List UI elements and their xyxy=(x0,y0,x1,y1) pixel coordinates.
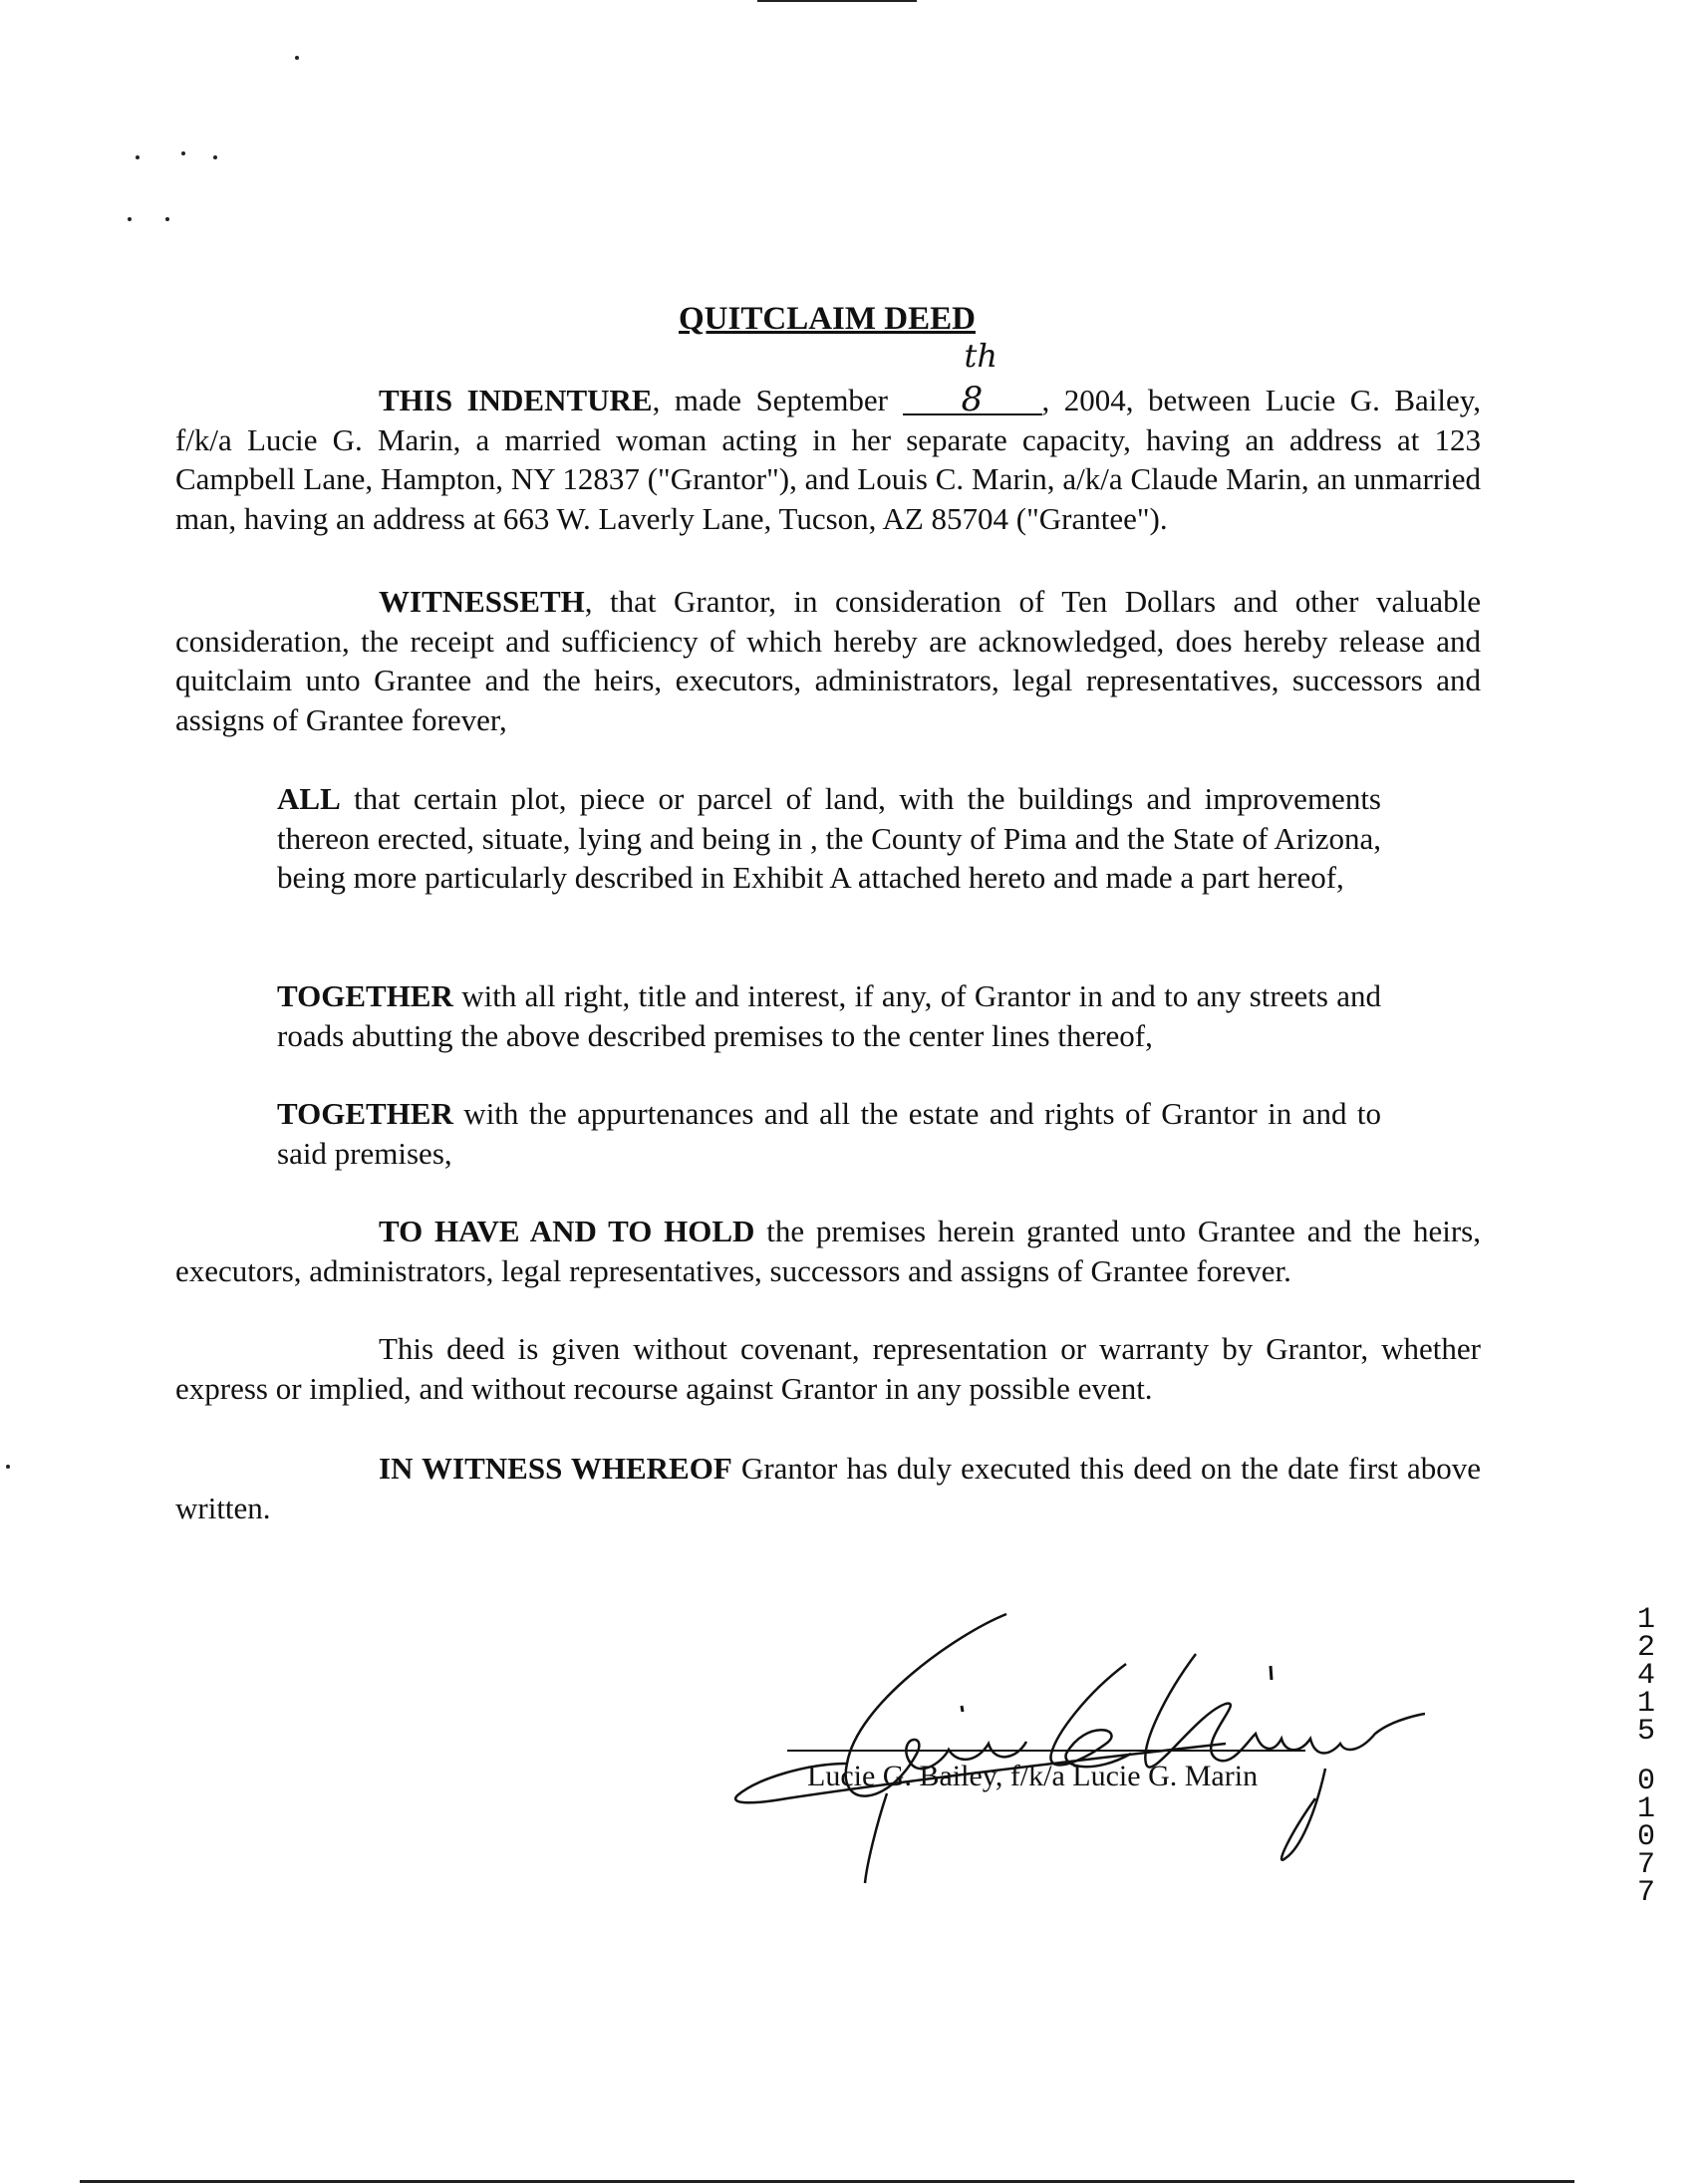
witnesseth-paragraph xyxy=(175,582,1481,739)
witness-whereof-text: Grantor has duly executed this deed on the date first above written. xyxy=(175,1451,1481,1525)
together-appurtenances-paragraph xyxy=(277,1094,1381,1173)
witness-whereof-lead: IN WITNESS WHEREOF xyxy=(379,1451,732,1486)
scan-speck xyxy=(165,217,169,221)
date-suffix-handwritten: th xyxy=(964,337,997,375)
date-blank xyxy=(903,337,1042,419)
together-streets-paragraph xyxy=(277,976,1381,1055)
habendum-paragraph xyxy=(175,1212,1481,1290)
no-warranty-paragraph: This deed is given without covenant, representation or warranty by Grantor, whether express or implied, and without recourse against Grantor in any possible event. xyxy=(175,1331,1481,1406)
all-lead: ALL xyxy=(277,781,341,816)
together-streets-text: with all right, title and interest, if any, of Grantor in and to any streets and roads abutting the above described premises to the center lines thereof, xyxy=(277,978,1381,1053)
stamp-digit: 1 xyxy=(1636,1687,1655,1721)
witness-whereof-paragraph xyxy=(175,1449,1481,1527)
habendum-text: the premises herein granted unto Grantee and the heirs, executors, administrators, legal representatives, successors and assigns of Grantee forever. xyxy=(175,1214,1481,1288)
stamp-digit: 4 xyxy=(1636,1659,1655,1693)
stamp-digit: 5 xyxy=(1636,1715,1655,1749)
scan-edge-rule-bottom xyxy=(80,2180,1574,2183)
stamp-digit: 7 xyxy=(1636,1876,1655,1910)
all-paragraph xyxy=(277,779,1381,898)
signature-scrawl xyxy=(727,1594,1425,1893)
indenture-made: , made September xyxy=(652,383,889,417)
habendum-lead: TO HAVE AND TO HOLD xyxy=(379,1214,755,1248)
together-streets-lead: TOGETHER xyxy=(277,978,453,1013)
stamp-digit: 0 xyxy=(1636,1765,1655,1798)
indenture-paragraph xyxy=(175,337,1482,538)
signature-caption: Lucie G. Bailey, f/k/a Lucie G. Marin xyxy=(807,1760,1259,1792)
stamp-digit: 0 xyxy=(1636,1820,1655,1854)
indenture-rest: , 2004, between Lucie G. Bailey, f/k/a Lucie G. Marin, a married woman acting in her separate capacity, having an address at 123 Campbell Lane, Hampton, NY 12837 ("Grantor"), and Louis C. Marin, a/k/a Claude Marin, an unmarried man, having an address at 663 W. Laverly Lane, Tucson, AZ 85704 ("Grantee"). xyxy=(175,383,1482,536)
together-appurtenances-text: with the appurtenances and all the estate and rights of Grantor in and to said premises, xyxy=(277,1096,1381,1171)
scan-speck xyxy=(181,151,185,155)
stamp-digit: 2 xyxy=(1636,1631,1655,1665)
stamp-digit: 1 xyxy=(1636,1792,1655,1826)
scan-speck xyxy=(128,217,132,221)
scan-speck xyxy=(295,56,299,60)
stamp-digit: 1 xyxy=(1636,1603,1655,1637)
document-title: QUITCLAIM DEED xyxy=(679,301,976,337)
together-appurtenances-lead: TOGETHER xyxy=(277,1096,453,1131)
signature-line xyxy=(787,1750,1305,1752)
scan-speck xyxy=(6,1465,10,1469)
witnesseth-text: , that Grantor, in consideration of Ten Dollars and other valuable consideration, the receipt and sufficiency of which hereby are acknowledged, does hereby release and quitclaim unto Grantee and the heirs, executors, administrators, legal representatives, successors and assigns of Grantee forever, xyxy=(175,584,1481,737)
recording-stamp-number xyxy=(1634,1603,1658,1910)
all-text: that certain plot, piece or parcel of land, with the buildings and improvements thereon erected, situate, lying and being in , the County of Pima and the State of Arizona, being more particularly described in Exhibit A attached hereto and made a part hereof, xyxy=(277,781,1381,895)
scan-speck xyxy=(213,155,217,159)
witnesseth-lead: WITNESSETH xyxy=(379,584,585,619)
scan-speck xyxy=(136,155,140,159)
stamp-digit: 7 xyxy=(1636,1848,1655,1882)
date-day-handwritten: 8 xyxy=(961,380,984,419)
indenture-lead: THIS INDENTURE xyxy=(379,383,653,417)
scan-edge-rule-top xyxy=(757,0,917,2)
